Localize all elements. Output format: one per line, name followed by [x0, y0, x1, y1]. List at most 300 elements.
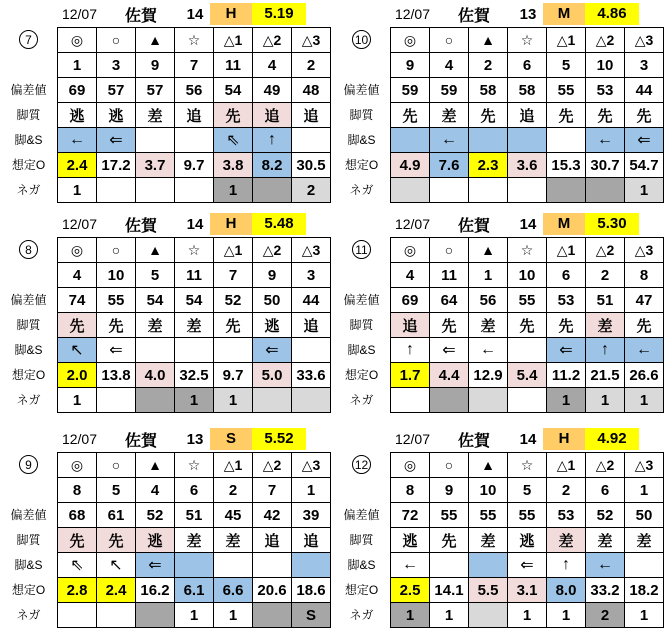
deviation-cell: 58 — [508, 78, 547, 103]
mark-cell: ▲ — [136, 28, 175, 53]
deviation-cell: 54 — [214, 78, 253, 103]
deviation-cell: 50 — [625, 503, 664, 528]
row-label-negative: ネガ — [349, 393, 374, 407]
deviation-cell: 54 — [175, 288, 214, 313]
mark-cell: △3 — [292, 238, 331, 263]
mark-cell: ☆ — [175, 453, 214, 478]
deviation-cell: 49 — [253, 78, 292, 103]
table-row — [58, 453, 331, 478]
running-style-cell: 追 — [391, 313, 430, 338]
row-label-negative: ネガ — [349, 183, 374, 197]
mark-cell: ▲ — [136, 453, 175, 478]
race-data-table — [390, 452, 664, 628]
running-style-cell: 追 — [292, 103, 331, 128]
negative-cell: 1 — [175, 603, 214, 628]
deviation-cell: 64 — [430, 288, 469, 313]
expected-odds-cell: 21.5 — [586, 363, 625, 388]
entry-number-cell: 1 — [625, 478, 664, 503]
mark-cell: ◎ — [391, 238, 430, 263]
expected-odds-cell: 30.5 — [292, 153, 331, 178]
expected-odds-cell: 30.7 — [586, 153, 625, 178]
negative-cell — [391, 178, 430, 203]
mark-cell: △2 — [586, 453, 625, 478]
row-label-running_style: 脚質 — [16, 318, 41, 332]
running-style-cell: 追 — [292, 528, 331, 553]
deviation-cell: 68 — [58, 503, 97, 528]
entry-number-cell: 2 — [469, 53, 508, 78]
race-header — [57, 428, 333, 450]
deviation-cell: 57 — [97, 78, 136, 103]
row-label-running_style: 脚質 — [349, 533, 374, 547]
mark-cell: △2 — [586, 238, 625, 263]
label-row — [0, 502, 57, 527]
race-body — [0, 237, 333, 413]
row-label-expected_odds: 想定O — [344, 158, 379, 172]
negative-cell — [97, 388, 136, 413]
running-style-cell: 追 — [253, 103, 292, 128]
race-class-badge: H — [210, 3, 252, 25]
mark-cell: ◎ — [58, 28, 97, 53]
legs-s-cell: ← — [586, 553, 625, 578]
entry-number-cell: 9 — [136, 53, 175, 78]
expected-odds-cell: 11.2 — [547, 363, 586, 388]
label-row — [0, 262, 57, 287]
row-label-expected_odds: 想定O — [11, 158, 46, 172]
race-header — [57, 213, 333, 235]
running-style-cell: 先 — [214, 313, 253, 338]
legs-s-cell: ← — [430, 128, 469, 153]
entry-number-cell: 8 — [58, 478, 97, 503]
label-row — [333, 477, 390, 502]
negative-cell: 1 — [508, 603, 547, 628]
row-label-deviation: 偏差値 — [343, 508, 380, 522]
row-labels-column — [0, 237, 57, 413]
label-row — [0, 127, 57, 152]
deviation-cell: 52 — [586, 503, 625, 528]
legs-s-cell: ↑ — [586, 338, 625, 363]
race-class-badge: M — [543, 3, 585, 25]
entry-number-cell: 7 — [175, 53, 214, 78]
mark-cell: ○ — [430, 28, 469, 53]
race-data-table — [57, 452, 331, 628]
deviation-cell: 57 — [136, 78, 175, 103]
label-row — [0, 177, 57, 202]
legs-s-cell — [175, 338, 214, 363]
legs-s-cell: ← — [469, 338, 508, 363]
mark-cell: ▲ — [469, 238, 508, 263]
entry-number-cell: 1 — [292, 478, 331, 503]
label-row — [0, 527, 57, 552]
running-style-cell: 先 — [547, 103, 586, 128]
row-label-running_style: 脚質 — [349, 318, 374, 332]
negative-cell — [253, 388, 292, 413]
mark-cell: ☆ — [175, 28, 214, 53]
label-row — [333, 102, 390, 127]
expected-odds-cell: 26.6 — [625, 363, 664, 388]
running-style-cell: 先 — [58, 528, 97, 553]
mark-cell: ▲ — [136, 238, 175, 263]
row-label-running_style: 脚質 — [349, 108, 374, 122]
expected-odds-cell: 6.6 — [214, 578, 253, 603]
deviation-cell: 52 — [214, 288, 253, 313]
race-index-value: 5.19 — [252, 3, 306, 25]
mark-cell: ○ — [430, 453, 469, 478]
race-table-block — [333, 0, 667, 210]
legs-s-cell: ⇐ — [547, 338, 586, 363]
expected-odds-cell: 5.4 — [508, 363, 547, 388]
table-row — [58, 478, 331, 503]
running-style-cell: 先 — [97, 528, 136, 553]
deviation-cell: 59 — [391, 78, 430, 103]
table-row — [58, 603, 331, 628]
label-row — [333, 337, 390, 362]
entry-number-cell: 8 — [625, 263, 664, 288]
label-row — [0, 312, 57, 337]
label-row — [333, 127, 390, 152]
negative-cell — [292, 388, 331, 413]
running-style-cell: 差 — [136, 313, 175, 338]
label-row — [333, 502, 390, 527]
label-row — [0, 552, 57, 577]
table-row — [58, 238, 331, 263]
race-body — [0, 452, 333, 628]
legs-s-cell: ↑ — [391, 338, 430, 363]
legs-s-cell: ⇐ — [136, 553, 175, 578]
mark-cell: △1 — [547, 453, 586, 478]
expected-odds-cell: 4.9 — [391, 153, 430, 178]
entry-number-cell: 2 — [547, 478, 586, 503]
deviation-cell: 52 — [136, 503, 175, 528]
row-label-running_style: 脚質 — [16, 108, 41, 122]
table-row — [391, 128, 664, 153]
legs-s-cell: ⇐ — [625, 128, 664, 153]
entry-number-cell: 4 — [430, 53, 469, 78]
legs-s-cell — [292, 128, 331, 153]
row-label-legs_s: 脚&S — [347, 343, 376, 357]
table-row — [58, 128, 331, 153]
row-label-legs_s: 脚&S — [14, 343, 43, 357]
negative-cell — [175, 178, 214, 203]
expected-odds-cell: 18.2 — [625, 578, 664, 603]
race-venue: 佐賀 — [457, 432, 490, 450]
label-row — [333, 77, 390, 102]
negative-cell — [547, 178, 586, 203]
expected-odds-cell: 5.5 — [469, 578, 508, 603]
race-index-value: 5.52 — [252, 428, 306, 450]
running-style-cell: 差 — [469, 528, 508, 553]
race-date: 12/07 — [61, 431, 98, 447]
entry-number-cell: 5 — [508, 478, 547, 503]
label-row — [0, 237, 57, 262]
legs-s-cell: ↖ — [97, 553, 136, 578]
row-label-deviation: 偏差値 — [10, 508, 47, 522]
label-row — [333, 552, 390, 577]
label-row — [0, 152, 57, 177]
mark-cell: ☆ — [508, 453, 547, 478]
entry-number-cell: 11 — [214, 53, 253, 78]
table-row — [391, 53, 664, 78]
race-data-table — [57, 27, 331, 203]
expected-odds-cell: 1.7 — [391, 363, 430, 388]
entry-number-cell: 3 — [292, 263, 331, 288]
expected-odds-cell: 2.3 — [469, 153, 508, 178]
table-id-badge: 7 — [19, 30, 38, 49]
running-style-cell: 逃 — [136, 528, 175, 553]
running-style-cell: 先 — [97, 313, 136, 338]
label-row — [333, 27, 390, 52]
table-row — [391, 28, 664, 53]
race-date: 12/07 — [394, 6, 431, 22]
expected-odds-cell: 15.3 — [547, 153, 586, 178]
expected-odds-cell: 17.2 — [97, 153, 136, 178]
label-row — [0, 602, 57, 627]
label-row — [333, 362, 390, 387]
negative-cell — [586, 178, 625, 203]
table-row — [391, 578, 664, 603]
race-venue: 佐賀 — [457, 217, 490, 235]
legs-s-cell — [391, 128, 430, 153]
race-header — [57, 3, 333, 25]
running-style-cell: 追 — [508, 103, 547, 128]
negative-cell: 1 — [547, 388, 586, 413]
label-row — [333, 312, 390, 337]
race-table-block — [0, 210, 333, 425]
race-body — [333, 27, 667, 203]
running-style-cell: 追 — [253, 528, 292, 553]
expected-odds-cell: 3.6 — [508, 153, 547, 178]
deviation-cell: 55 — [547, 78, 586, 103]
expected-odds-cell: 3.7 — [136, 153, 175, 178]
running-style-cell: 差 — [547, 528, 586, 553]
entry-number-cell: 6 — [586, 478, 625, 503]
expected-odds-cell: 5.0 — [253, 363, 292, 388]
label-row — [333, 452, 390, 477]
label-row — [333, 602, 390, 627]
expected-odds-cell: 9.7 — [175, 153, 214, 178]
mark-cell: △3 — [625, 453, 664, 478]
race-data-table — [390, 237, 664, 413]
label-row — [0, 387, 57, 412]
row-label-legs_s: 脚&S — [347, 558, 376, 572]
race-date: 12/07 — [61, 216, 98, 232]
row-label-expected_odds: 想定O — [344, 583, 379, 597]
table-row — [391, 153, 664, 178]
deviation-cell: 45 — [214, 503, 253, 528]
negative-cell — [391, 388, 430, 413]
table-row — [391, 553, 664, 578]
label-row — [0, 337, 57, 362]
table-row — [391, 238, 664, 263]
deviation-cell: 47 — [625, 288, 664, 313]
table-id-badge: 9 — [19, 455, 38, 474]
table-row — [391, 78, 664, 103]
label-row — [333, 237, 390, 262]
running-style-cell: 先 — [214, 103, 253, 128]
mark-cell: △1 — [214, 238, 253, 263]
legs-s-cell: ← — [625, 338, 664, 363]
running-style-cell: 先 — [430, 528, 469, 553]
negative-cell — [97, 178, 136, 203]
table-row — [58, 288, 331, 313]
deviation-cell: 55 — [508, 503, 547, 528]
mark-cell: △1 — [214, 28, 253, 53]
mark-cell: △3 — [625, 28, 664, 53]
deviation-cell: 69 — [58, 78, 97, 103]
race-table-block — [0, 425, 333, 627]
mark-cell: △2 — [586, 28, 625, 53]
deviation-cell: 55 — [469, 503, 508, 528]
mark-cell: ○ — [97, 28, 136, 53]
legs-s-cell: ⇖ — [214, 128, 253, 153]
entry-number-cell: 6 — [508, 53, 547, 78]
table-row — [58, 338, 331, 363]
running-style-cell: 追 — [175, 103, 214, 128]
legs-s-cell: ⇐ — [97, 338, 136, 363]
race-date: 12/07 — [394, 216, 431, 232]
mark-cell: ☆ — [508, 238, 547, 263]
expected-odds-cell: 2.8 — [58, 578, 97, 603]
entry-number-cell: 5 — [97, 478, 136, 503]
label-row — [0, 52, 57, 77]
table-row — [391, 363, 664, 388]
entry-number-cell: 3 — [97, 53, 136, 78]
legs-s-cell: ⇐ — [253, 338, 292, 363]
running-style-cell: 差 — [175, 528, 214, 553]
negative-cell: S — [292, 603, 331, 628]
running-style-cell: 差 — [430, 103, 469, 128]
running-style-cell: 先 — [469, 103, 508, 128]
negative-cell: 2 — [292, 178, 331, 203]
table-row — [391, 178, 664, 203]
table-row — [391, 313, 664, 338]
expected-odds-cell: 14.1 — [430, 578, 469, 603]
deviation-cell: 69 — [391, 288, 430, 313]
entry-number-cell: 9 — [253, 263, 292, 288]
legs-s-cell — [214, 553, 253, 578]
legs-s-cell — [136, 338, 175, 363]
expected-odds-cell: 32.5 — [175, 363, 214, 388]
table-row — [58, 553, 331, 578]
table-row — [391, 103, 664, 128]
race-venue: 佐賀 — [124, 432, 157, 450]
label-row — [333, 262, 390, 287]
deviation-cell: 61 — [97, 503, 136, 528]
race-index-value: 5.48 — [252, 213, 306, 235]
expected-odds-cell: 2.4 — [97, 578, 136, 603]
negative-cell — [469, 388, 508, 413]
entry-number-cell: 11 — [430, 263, 469, 288]
entry-number-cell: 4 — [136, 478, 175, 503]
entry-number-cell: 1 — [469, 263, 508, 288]
mark-cell: ◎ — [58, 453, 97, 478]
running-style-cell: 差 — [586, 528, 625, 553]
legs-s-cell — [625, 553, 664, 578]
legs-s-cell — [547, 128, 586, 153]
label-row — [0, 452, 57, 477]
race-header — [390, 213, 667, 235]
running-style-cell: 差 — [136, 103, 175, 128]
label-row — [0, 287, 57, 312]
row-labels-column — [333, 452, 390, 628]
row-label-deviation: 偏差値 — [10, 293, 47, 307]
negative-cell: 1 — [175, 388, 214, 413]
label-row — [0, 77, 57, 102]
negative-cell: 1 — [625, 388, 664, 413]
table-row — [391, 263, 664, 288]
deviation-cell: 50 — [253, 288, 292, 313]
race-index-value: 4.92 — [585, 428, 639, 450]
table-id-badge: 12 — [352, 455, 371, 474]
label-row — [0, 102, 57, 127]
mark-cell: ◎ — [58, 238, 97, 263]
entry-number-cell: 2 — [292, 53, 331, 78]
deviation-cell: 48 — [292, 78, 331, 103]
deviation-cell: 56 — [469, 288, 508, 313]
row-label-negative: ネガ — [16, 393, 41, 407]
race-number: 14 — [519, 215, 537, 233]
label-row — [333, 387, 390, 412]
label-row — [0, 362, 57, 387]
race-index-value: 5.30 — [585, 213, 639, 235]
race-number: 14 — [519, 430, 537, 448]
running-style-cell: 差 — [175, 313, 214, 338]
running-style-cell: 先 — [625, 313, 664, 338]
negative-cell: 1 — [214, 603, 253, 628]
race-table-block — [333, 425, 667, 627]
expected-odds-cell: 7.6 — [430, 153, 469, 178]
label-row — [333, 577, 390, 602]
expected-odds-cell: 20.6 — [253, 578, 292, 603]
entry-number-cell: 8 — [391, 478, 430, 503]
race-date: 12/07 — [61, 6, 98, 22]
race-class-badge: H — [210, 213, 252, 235]
entry-number-cell: 9 — [391, 53, 430, 78]
legs-s-cell: ↑ — [253, 128, 292, 153]
row-label-legs_s: 脚&S — [14, 133, 43, 147]
negative-cell — [58, 603, 97, 628]
race-body — [333, 237, 667, 413]
mark-cell: ▲ — [469, 453, 508, 478]
deviation-cell: 42 — [253, 503, 292, 528]
legs-s-cell — [175, 553, 214, 578]
legs-s-cell — [508, 128, 547, 153]
expected-odds-cell: 4.4 — [430, 363, 469, 388]
row-label-running_style: 脚質 — [16, 533, 41, 547]
table-id-badge: 8 — [19, 240, 38, 259]
label-row — [0, 577, 57, 602]
label-row — [333, 152, 390, 177]
table-row — [391, 528, 664, 553]
negative-cell — [97, 603, 136, 628]
deviation-cell: 39 — [292, 503, 331, 528]
row-label-expected_odds: 想定O — [11, 583, 46, 597]
legs-s-cell: ← — [58, 128, 97, 153]
legs-s-cell — [430, 553, 469, 578]
negative-cell: 1 — [214, 388, 253, 413]
running-style-cell: 先 — [625, 103, 664, 128]
race-venue: 佐賀 — [457, 7, 490, 25]
mark-cell: △2 — [253, 238, 292, 263]
running-style-cell: 追 — [292, 313, 331, 338]
negative-cell — [136, 388, 175, 413]
running-style-cell: 先 — [391, 103, 430, 128]
running-style-cell: 先 — [586, 103, 625, 128]
negative-cell: 1 — [214, 178, 253, 203]
entry-number-cell: 7 — [214, 263, 253, 288]
legs-s-cell — [175, 128, 214, 153]
running-style-cell: 逃 — [508, 528, 547, 553]
race-class-badge: S — [210, 428, 252, 450]
